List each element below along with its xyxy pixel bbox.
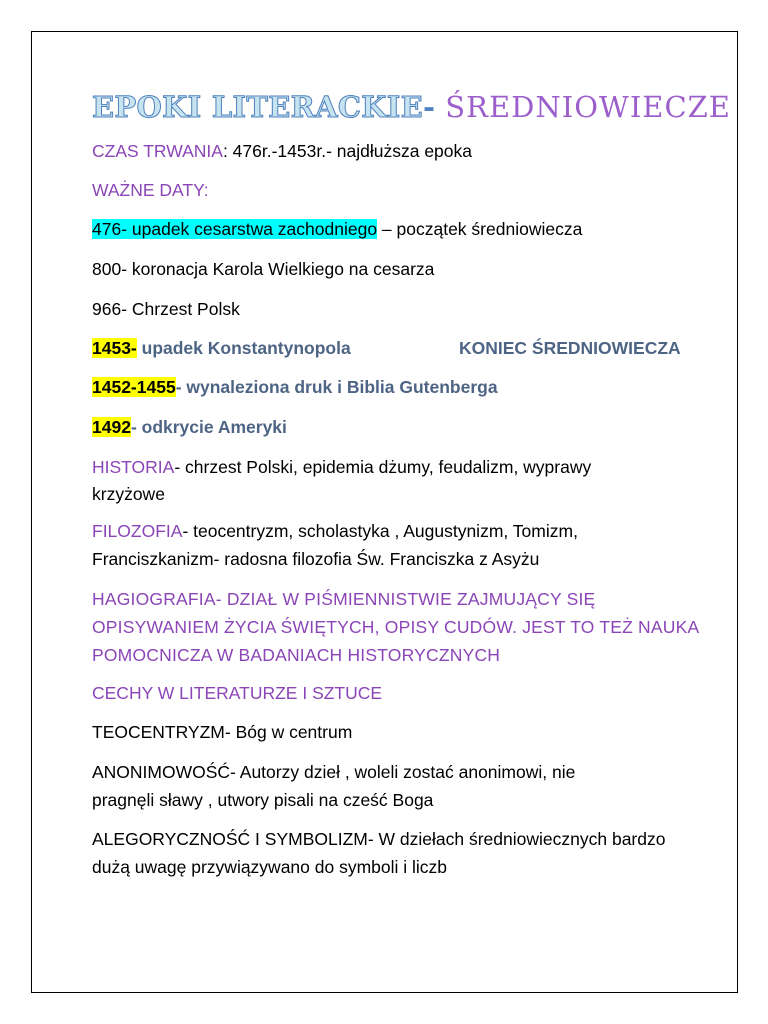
wazne-daty-heading: WAŻNE DATY:: [92, 180, 209, 200]
document-page: [31, 31, 738, 993]
date-1452-line: [92, 373, 498, 401]
title-sub: ŚREDNIOWIECZE: [435, 90, 731, 124]
title-dash: -: [423, 90, 436, 124]
czas-trwania-line: [92, 137, 472, 165]
filozofia-label: FILOZOFIA: [92, 521, 183, 541]
alegorycznosc-line-2: dużą uwagę przywiązywano do symboli i liczb: [92, 857, 448, 877]
date-1492-text: - odkrycie Ameryki: [130, 417, 287, 437]
historia-text-1: - chrzest Polski, epidemia dżumy, feudalizm, wyprawy: [174, 457, 592, 477]
filozofia-line-2: Franciszkanizm- radosna filozofia Św. Franciszka z Asyżu: [92, 549, 540, 569]
anonimowosc-line-1: ANONIMOWOŚĆ- Autorzy dzieł , woleli zostać anonimowi, nie: [92, 762, 576, 782]
date-476-rest: – początek średniowiecza: [377, 219, 583, 239]
title-main: EPOKI LITERACKIE: [92, 90, 424, 124]
alegorycznosc-line-1: ALEGORYCZNOŚĆ I SYMBOLIZM- W dziełach średniowiecznych bardzo: [92, 829, 666, 849]
historia-line-1: [92, 453, 591, 481]
cechy-heading: CECHY W LITERATURZE I SZTUCE: [92, 683, 383, 703]
filozofia-line-1: [92, 517, 578, 545]
filozofia-text-1: - teocentryzm, scholastyka , Augustynizm, Tomizm,: [182, 521, 578, 541]
koniec-sredniowiecza: KONIEC ŚREDNIOWIECZA: [459, 338, 681, 358]
page-title: [92, 89, 731, 125]
date-1453-text: upadek Konstantynopola: [136, 338, 351, 358]
date-1452-year: 1452-1455: [92, 377, 176, 397]
date-476-highlight: 476- upadek cesarstwa zachodniego: [92, 219, 378, 239]
date-476-line: [92, 215, 582, 243]
historia-line-2: krzyżowe: [92, 484, 165, 504]
date-1492-line: [92, 413, 287, 441]
czas-label: CZAS TRWANIA: [92, 141, 223, 161]
hagiografia-line-3: POMOCNICZA W BADANIACH HISTORYCZNYCH: [92, 645, 501, 665]
hagiografia-line-2: OPISYWANIEM ŻYCIA ŚWIĘTYCH, OPISY CUDÓW. JEST TO TEŻ NAUKA: [92, 617, 700, 637]
date-1453-line: [92, 334, 712, 362]
hagiografia-line-1: HAGIOGRAFIA- DZIAŁ W PIŚMIENNISTWIE ZAJMUJĄCY SIĘ: [92, 589, 596, 609]
date-800-line: 800- koronacja Karola Wielkiego na cesarza: [92, 259, 435, 279]
date-1492-year: 1492: [92, 417, 131, 437]
historia-label: HISTORIA: [92, 457, 175, 477]
anonimowosc-line-2: pragnęli sławy , utwory pisali na cześć Boga: [92, 790, 434, 810]
date-1452-text: - wynaleziona druk i Biblia Gutenberga: [175, 377, 498, 397]
date-966-line: 966- Chrzest Polsk: [92, 299, 240, 319]
czas-text: : 476r.-1453r.- najdłuższa epoka: [222, 141, 473, 161]
teocentryzm-line: TEOCENTRYZM- Bóg w centrum: [92, 722, 353, 742]
date-1453-year: 1453-: [92, 338, 137, 358]
